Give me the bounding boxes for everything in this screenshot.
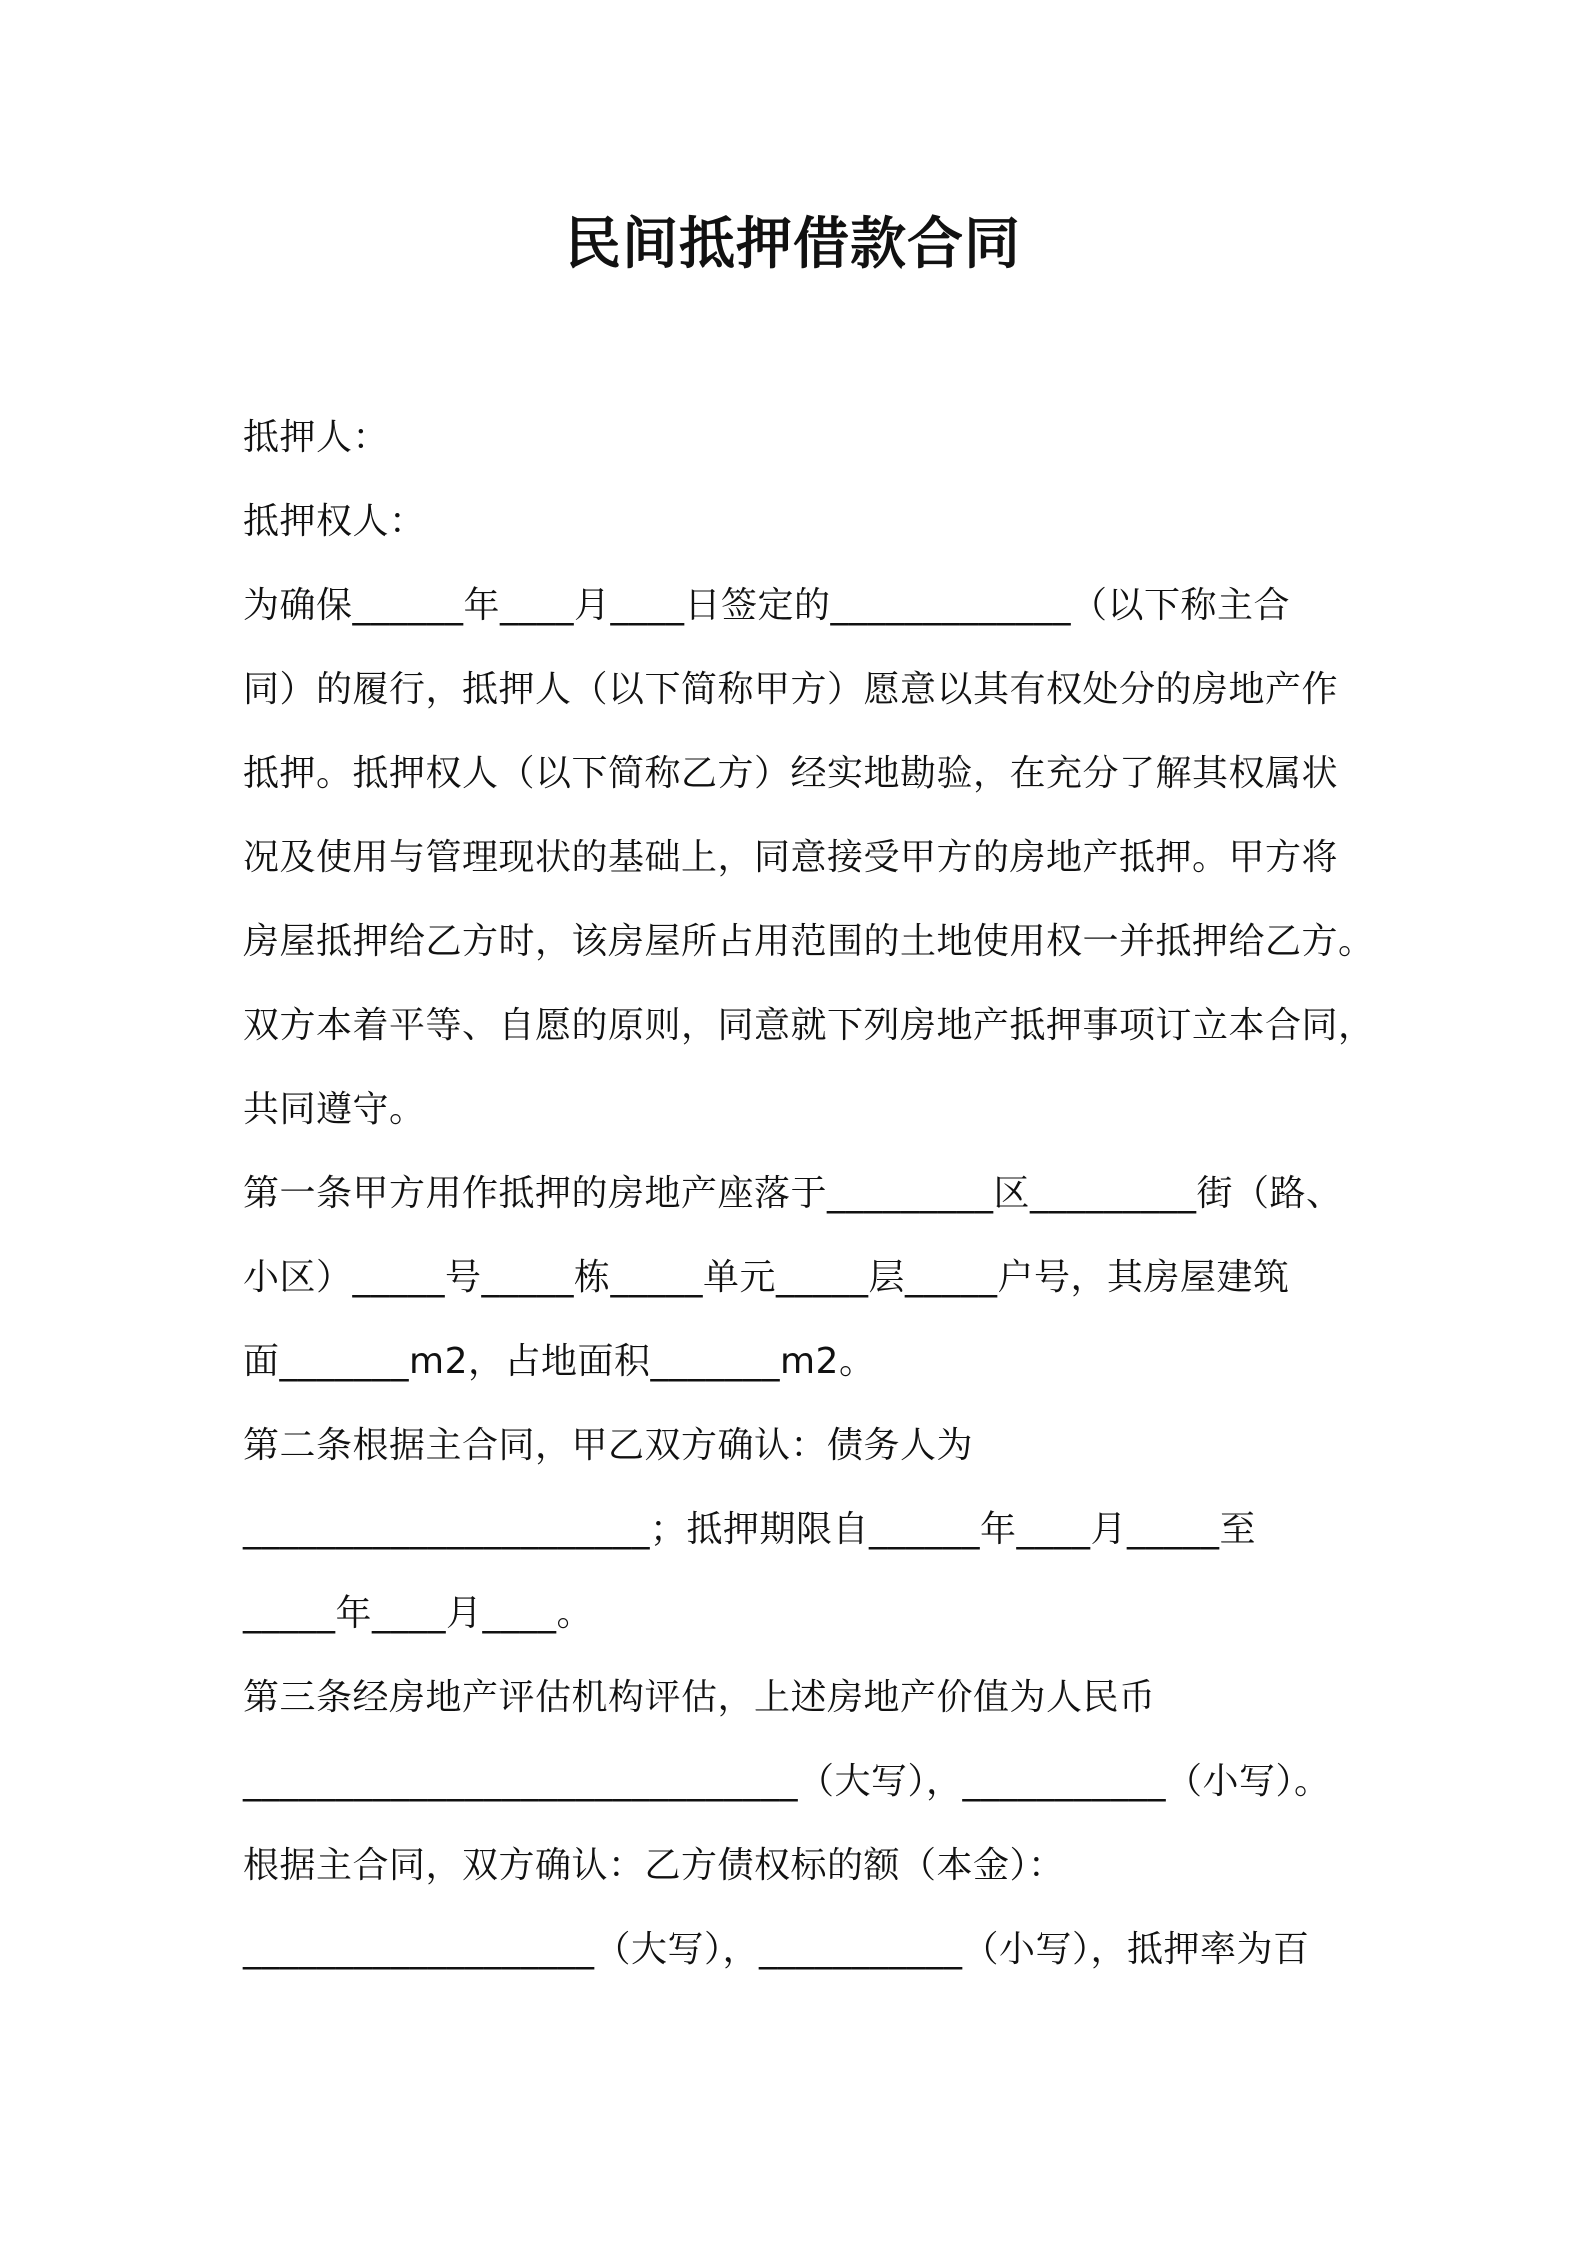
paragraph-line: 抵押。抵押权人（以下简称乙方）经实地勘验，在充分了解其权属状 <box>243 753 1339 794</box>
mortgagor-line: 抵押人： <box>243 417 390 458</box>
article-two-line: _____年____月____。 <box>243 1593 594 1634</box>
paragraph-line: 为确保______年____月____日签定的_____________（以下称主合 <box>243 585 1291 626</box>
paragraph-line: 共同遵守。 <box>243 1089 426 1130</box>
article-one-line: 面_______m2，占地面积_______m2。 <box>243 1341 876 1382</box>
article-three-line: ______________________________（大写），___________（小写）。 <box>243 1761 1331 1802</box>
article-three-line: 根据主合同，双方确认：乙方债权标的额（本金）： <box>243 1845 1065 1886</box>
article-one-line: 第一条甲方用作抵押的房地产座落于_________区_________街（路、 <box>243 1173 1343 1214</box>
document-title: 民间抵押借款合同 <box>565 212 1021 277</box>
mortgagee-line: 抵押权人： <box>243 501 426 542</box>
paragraph-line: 房屋抵押给乙方时，该房屋所占用范围的土地使用权一并抵押给乙方。 <box>243 921 1375 962</box>
paragraph-line: 况及使用与管理现状的基础上，同意接受甲方的房地产抵押。甲方将 <box>243 837 1339 878</box>
paragraph-line: 同）的履行，抵押人（以下简称甲方）愿意以其有权处分的房地产作 <box>243 669 1339 710</box>
article-three-line: 第三条经房地产评估机构评估，上述房地产价值为人民币 <box>243 1677 1156 1718</box>
article-two-line: 第二条根据主合同，甲乙双方确认：债务人为 <box>243 1425 974 1466</box>
paragraph-line: 双方本着平等、自愿的原则，同意就下列房地产抵押事项订立本合同， <box>243 1005 1375 1046</box>
article-two-line: ______________________；抵押期限自______年____月_____至 <box>243 1509 1257 1550</box>
article-one-line: 小区）_____号_____栋_____单元_____层_____户号，其房屋建筑 <box>243 1257 1290 1298</box>
article-three-line: ___________________（大写），___________（小写），抵押率为百 <box>243 1929 1310 1970</box>
